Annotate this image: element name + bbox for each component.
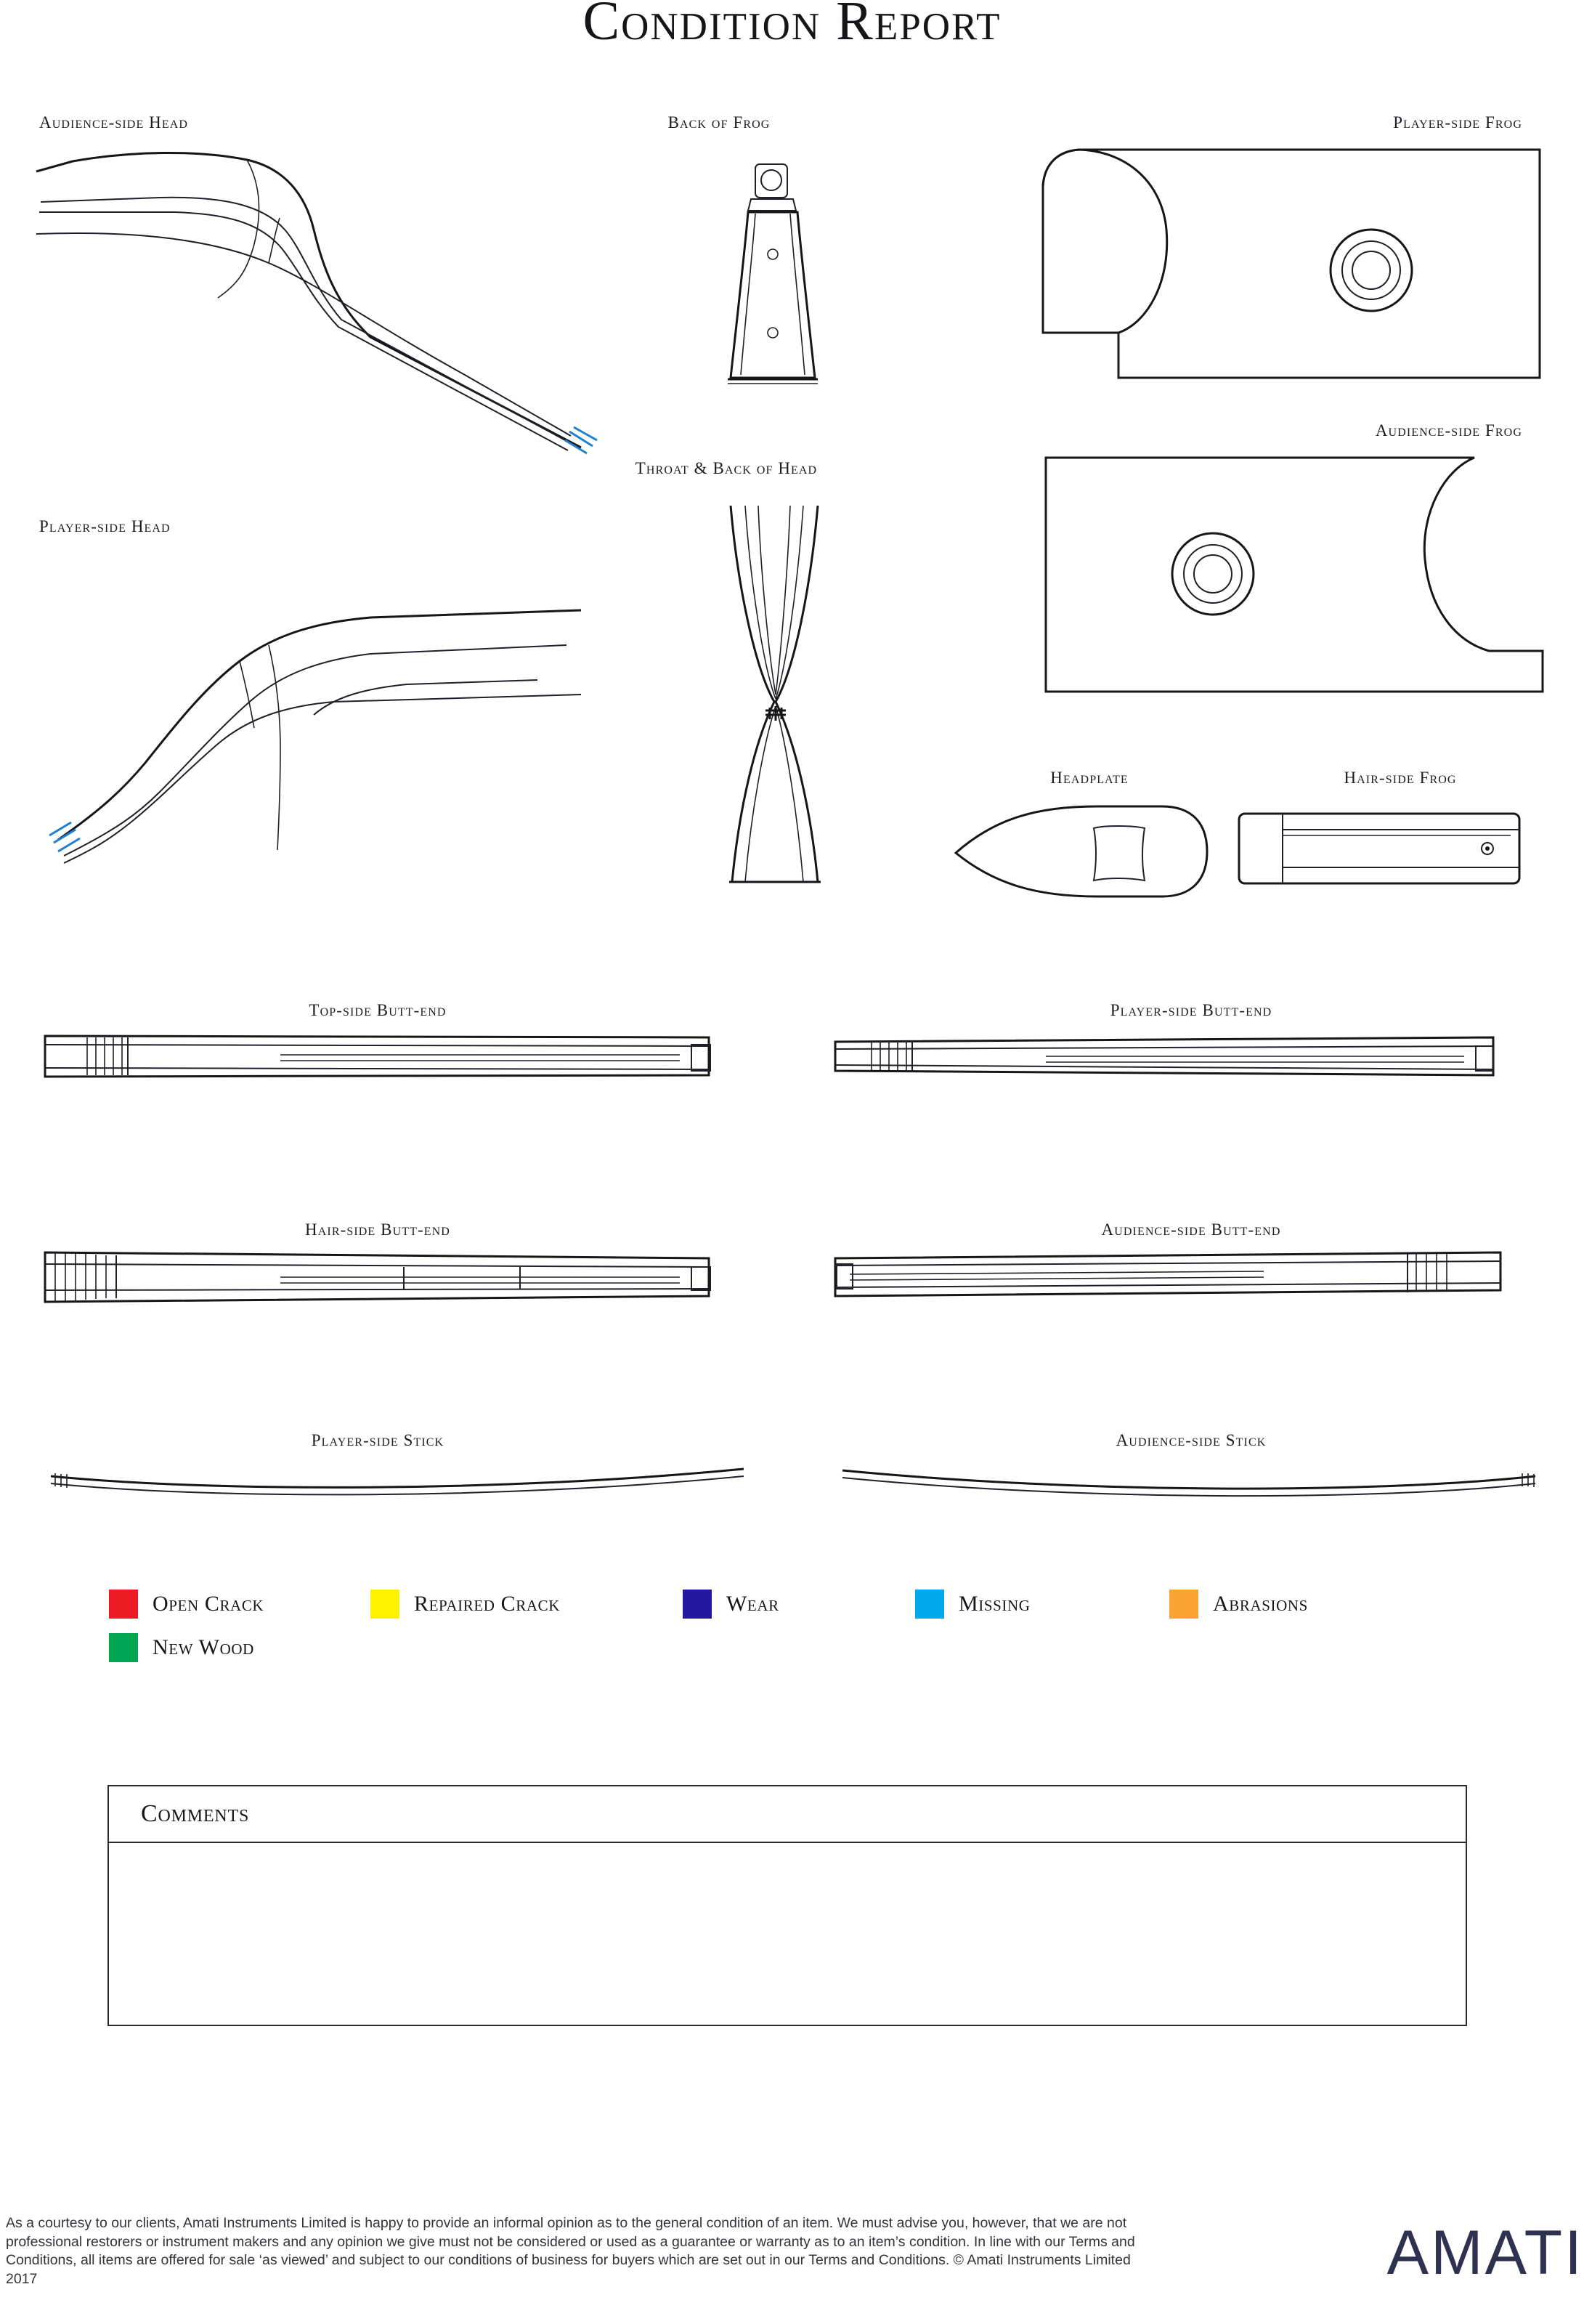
diagram-player-side-frog: [1039, 142, 1547, 404]
comments-heading-label: Comments: [141, 1800, 250, 1827]
caption-back-of-frog: Back of Frog: [667, 113, 771, 131]
diagram-audience-side-frog: [1039, 450, 1547, 712]
caption-player-side-butt-end: Player-side Butt-end: [1110, 1001, 1272, 1019]
diagram-player-side-head: [29, 552, 617, 872]
page-title: Condition Report: [582, 0, 1002, 52]
caption-top-side-butt-end: Top-side Butt-end: [309, 1001, 447, 1019]
legend-swatch-abrasions: [1169, 1590, 1198, 1619]
legend-label-new-wood: New Wood: [153, 1635, 254, 1659]
legend-row-1: [109, 1590, 1489, 1619]
caption-hair-side-butt-end: Hair-side Butt-end: [305, 1220, 450, 1239]
diagram-audience-side-head: [29, 142, 617, 462]
diagram-top-side-butt-end: [41, 1027, 723, 1093]
caption-audience-side-head: Audience-side Head: [39, 113, 189, 131]
diagram-player-side-butt-end: [828, 1027, 1511, 1093]
diagram-hair-side-butt-end: [41, 1245, 723, 1318]
legend: [109, 1590, 1489, 1677]
diagram-hair-side-frog: [1235, 806, 1525, 894]
legend-swatch-repaired-crack: [370, 1590, 399, 1619]
caption-player-side-head: Player-side Head: [39, 517, 171, 535]
caption-player-side-frog: Player-side Frog: [1393, 113, 1522, 131]
footer-disclaimer: As a courtesy to our clients, Amati Instruments Limited is happy to provide an informal opinion as to the general condition of an item. We must advise you, however, that we are not professional restorers or instrument makers and any opinion we give must not be considered or used as a guarantee or warranty as to an item’s condition. In line with our Terms and Conditions, all items are offered for sale ‘as viewed’ and subject to our conditions of business for buyers which are set out in our Terms and Conditions. © Amati Instruments Limited 2017: [6, 2215, 1135, 2287]
diagram-audience-side-butt-end: [828, 1245, 1511, 1318]
caption-audience-side-stick: Audience-side Stick: [1116, 1431, 1267, 1449]
legend-item-new-wood: [109, 1633, 254, 1662]
legend-item-missing: [915, 1590, 1169, 1619]
diagram-throat-and-back-of-head: [712, 501, 857, 886]
legend-item-wear: [683, 1590, 915, 1619]
diagram-back-of-frog: [712, 160, 857, 400]
legend-swatch-new-wood: [109, 1633, 138, 1662]
legend-label-missing: Missing: [959, 1592, 1031, 1616]
legend-label-wear: Wear: [726, 1592, 779, 1616]
legend-item-abrasions: [1169, 1590, 1308, 1619]
legend-row-2: [109, 1633, 1489, 1662]
legend-swatch-missing: [915, 1590, 944, 1619]
legend-label-open-crack: Open Crack: [153, 1592, 264, 1616]
legend-label-abrasions: Abrasions: [1213, 1592, 1308, 1616]
comments-box[interactable]: [107, 1785, 1467, 2026]
caption-headplate: Headplate: [1050, 769, 1129, 787]
comments-heading: [109, 1786, 1466, 1843]
legend-label-repaired-crack: Repaired Crack: [414, 1592, 561, 1616]
diagram-audience-side-stick: [828, 1460, 1547, 1504]
caption-throat-and-back-of-head: Throat & Back of Head: [635, 459, 818, 477]
caption-hair-side-frog: Hair-side Frog: [1344, 769, 1457, 787]
caption-audience-side-butt-end: Audience-side Butt-end: [1101, 1220, 1281, 1239]
legend-swatch-open-crack: [109, 1590, 138, 1619]
legend-swatch-wear: [683, 1590, 712, 1619]
caption-audience-side-frog: Audience-side Frog: [1375, 421, 1522, 440]
caption-player-side-stick: Player-side Stick: [311, 1431, 444, 1449]
diagram-player-side-stick: [41, 1460, 760, 1504]
legend-item-open-crack: [109, 1590, 370, 1619]
amati-logo: AMATI: [1386, 2218, 1584, 2288]
comments-value[interactable]: [109, 1843, 1466, 2025]
legend-item-repaired-crack: [370, 1590, 683, 1619]
diagram-headplate: [951, 801, 1213, 902]
